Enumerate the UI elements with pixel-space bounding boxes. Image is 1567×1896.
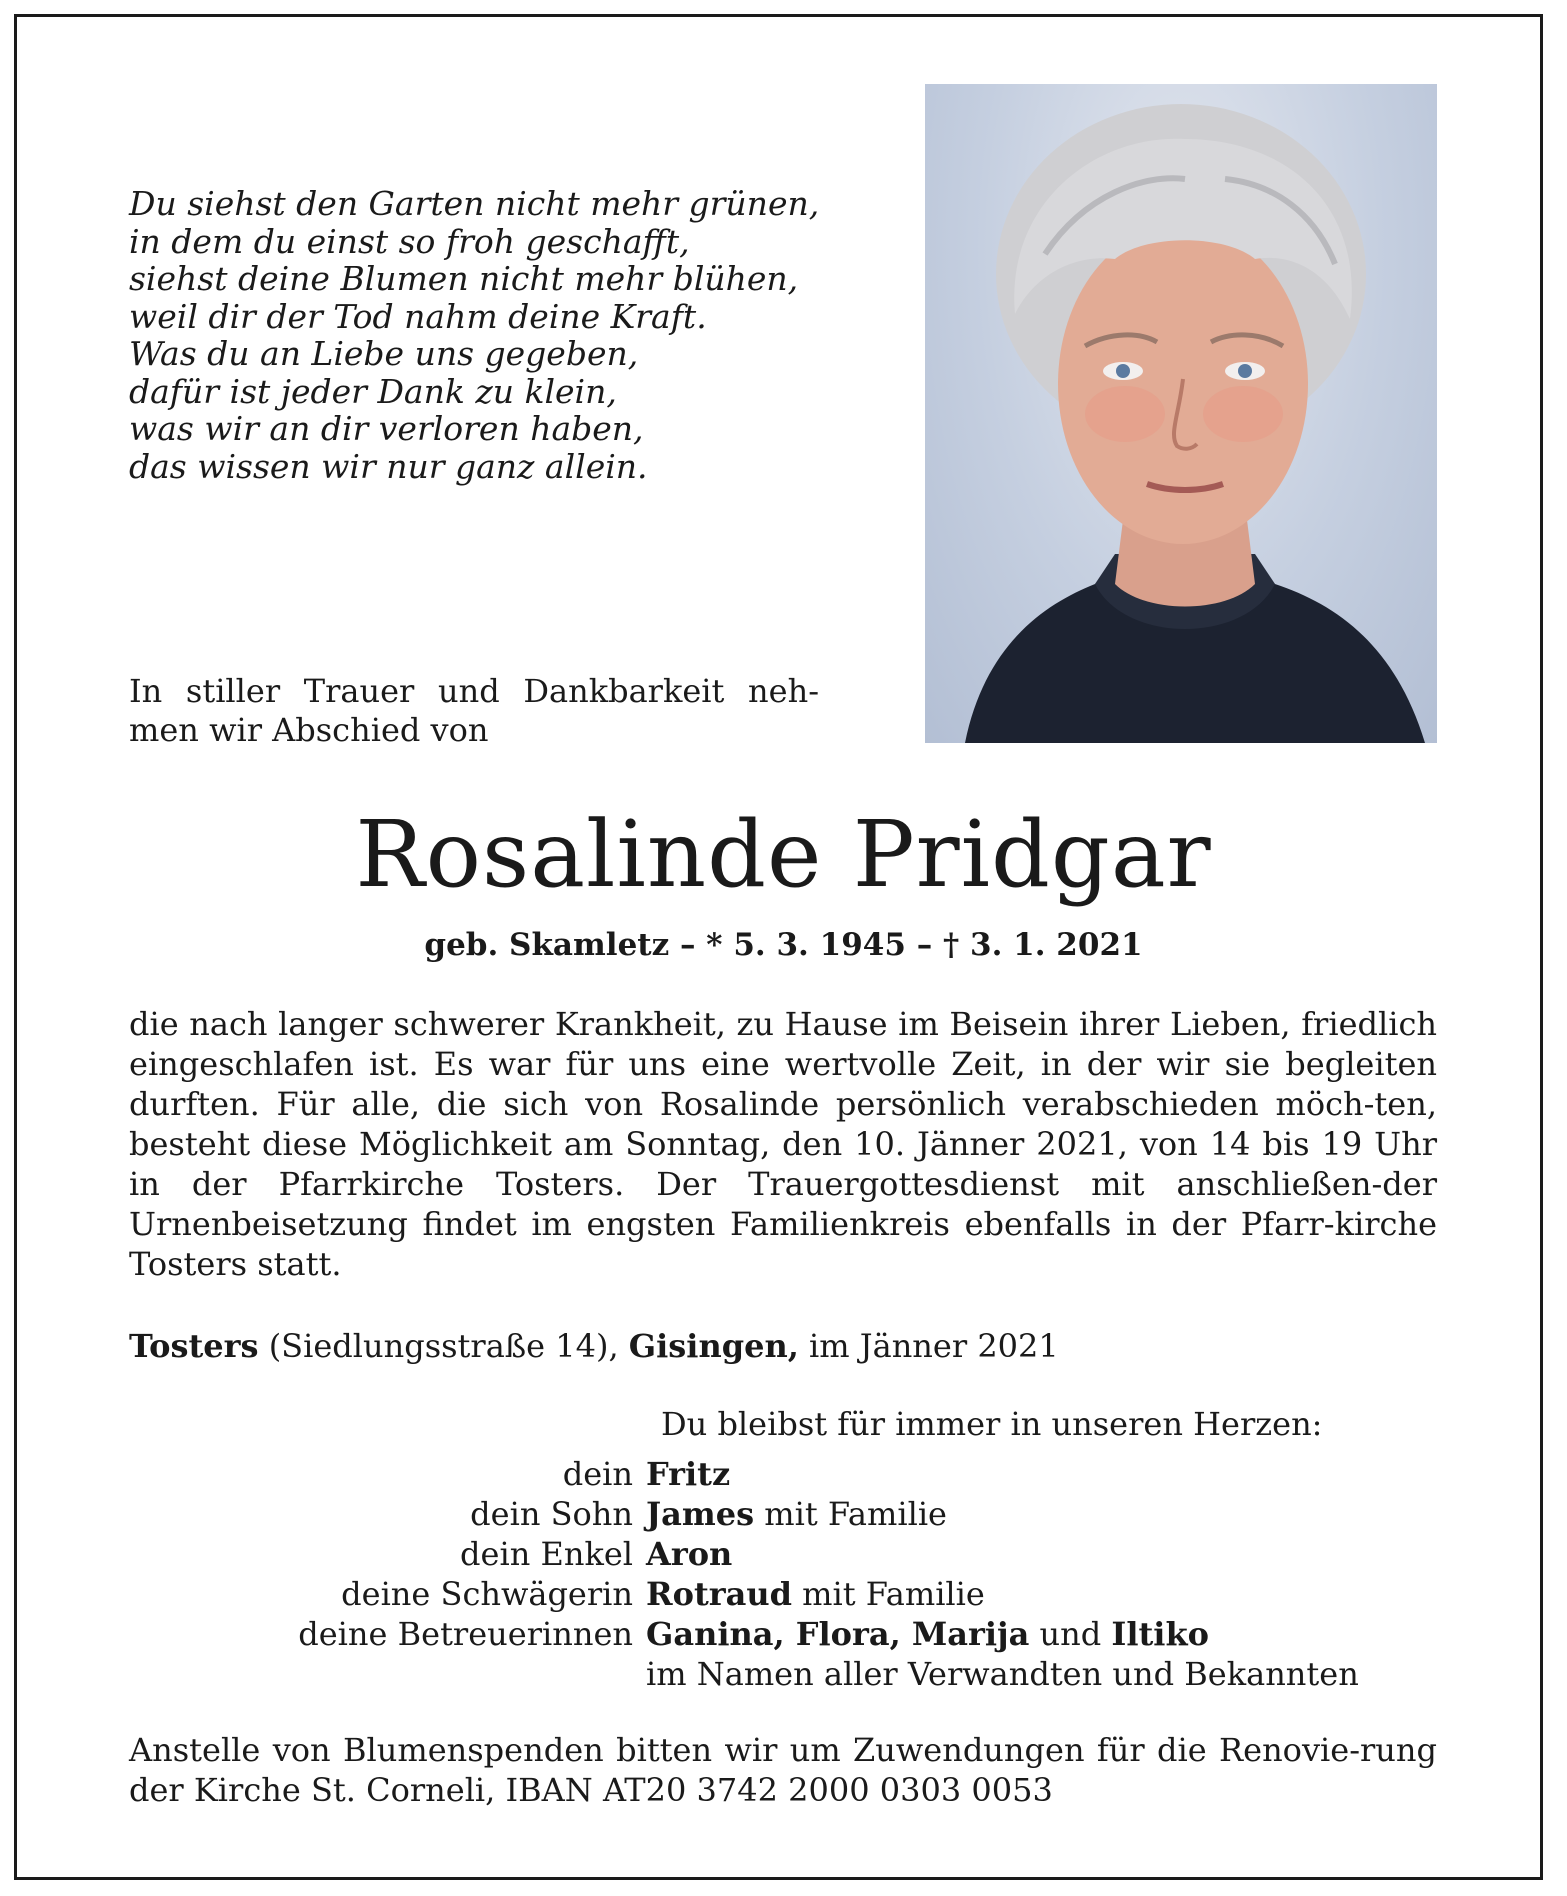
- obituary-body: die nach langer schwerer Krankheit, zu Hause im Beisein ihrer Lieben, friedlich eingeschlafen ist. Es war für uns eine wertvolle Zeit, in der wir sie begleiten durften. Für alle, die sich von Rosalinde persönlich verabschieden möch-ten, besteht diese Möglichkeit am Sonntag, den 10. Jänner 2021, von 14 bis 19 Uhr in der Pfarrkirche Tosters. Der Trauergottesdienst mit anschließen-der Urnenbeisetzung findet im engsten Familienkreis ebenfalls in der Pfarr-kirche Tosters statt.: [129, 1005, 1437, 1283]
- relatives-line: im Namen aller Verwandten und Bekannten: [646, 1655, 1359, 1693]
- caregiver-joiner: und: [1029, 1615, 1112, 1653]
- poem-line: weil dir der Tod nahm deine Kraft.: [129, 296, 707, 336]
- signatory-names: [646, 1494, 947, 1534]
- signatory-name: James: [646, 1495, 755, 1533]
- signatory-suffix: mit Familie: [754, 1495, 947, 1533]
- signatory-names: [646, 1574, 985, 1614]
- signatory-relation: deine Betreuerinnen: [298, 1615, 633, 1653]
- signatories: [129, 1454, 1449, 1694]
- signatory-relation: deine Schwägerin: [341, 1575, 633, 1613]
- signatory-name: Fritz: [646, 1455, 731, 1493]
- signatory-row: [129, 1654, 1449, 1694]
- signatory-name: Rotraud: [646, 1575, 792, 1613]
- poem-line: Du siehst den Garten nicht mehr grünen,: [129, 184, 820, 223]
- signatory-row: [129, 1534, 1449, 1574]
- signatory-relation: dein: [562, 1455, 633, 1493]
- poem-line: was wir an dir verloren haben,: [129, 409, 644, 448]
- life-dates: geb. Skamletz – * 5. 3. 1945 – † 3. 1. 2021: [424, 927, 1143, 963]
- poem: [129, 185, 829, 485]
- signatory-row: [129, 1454, 1449, 1494]
- signatory-relation: dein Sohn: [470, 1495, 633, 1533]
- signatory-row: [129, 1614, 1449, 1654]
- location-place-tosters: Tosters: [129, 1327, 259, 1365]
- farewell-line: Du bleibst für immer in unseren Herzen:: [661, 1405, 1323, 1443]
- signatory-row: [129, 1574, 1449, 1614]
- poem-line: siehst deine Blumen nicht mehr blühen,: [129, 259, 799, 298]
- location-line: [129, 1326, 1437, 1366]
- location-date: im Jänner 2021: [798, 1327, 1059, 1365]
- location-address: (Siedlungsstraße 14),: [258, 1327, 629, 1365]
- poem-line: das wissen wir nur ganz allein.: [129, 446, 648, 486]
- poem-line: dafür ist jeder Dank zu klein,: [129, 371, 617, 411]
- caregiver-names: [646, 1614, 1209, 1654]
- portrait-illustration: [925, 84, 1437, 743]
- donation-note: Anstelle von Blumenspenden bitten wir um Zuwendungen für die Renovie-rung der Kirche St. Corneli, IBAN AT20 3742 2000 0303 0053: [129, 1731, 1437, 1809]
- signatory-names: [646, 1454, 730, 1494]
- caregiver-name-last: Iltiko: [1111, 1615, 1209, 1653]
- signatory-suffix: mit Familie: [791, 1575, 985, 1613]
- intro-text: In stiller Trauer und Dankbarkeit neh-men wir Abschied von: [129, 672, 819, 749]
- caregiver-name-group: Ganina, Flora, Marija: [646, 1615, 1030, 1653]
- signatory-name: Aron: [646, 1535, 733, 1573]
- signatory-names: [646, 1534, 732, 1574]
- poem-line: Was du an Liebe uns gegeben,: [129, 334, 639, 373]
- signatory-relation-empty: [129, 1654, 646, 1694]
- location-place-gisingen: Gisingen,: [628, 1327, 799, 1365]
- poem-line: in dem du einst so froh geschafft,: [129, 221, 690, 261]
- deceased-name: Rosalinde Pridgar: [355, 801, 1212, 908]
- signatory-row: [129, 1494, 1449, 1534]
- portrait-photo: [925, 84, 1437, 743]
- signatory-relation: dein Enkel: [460, 1535, 633, 1573]
